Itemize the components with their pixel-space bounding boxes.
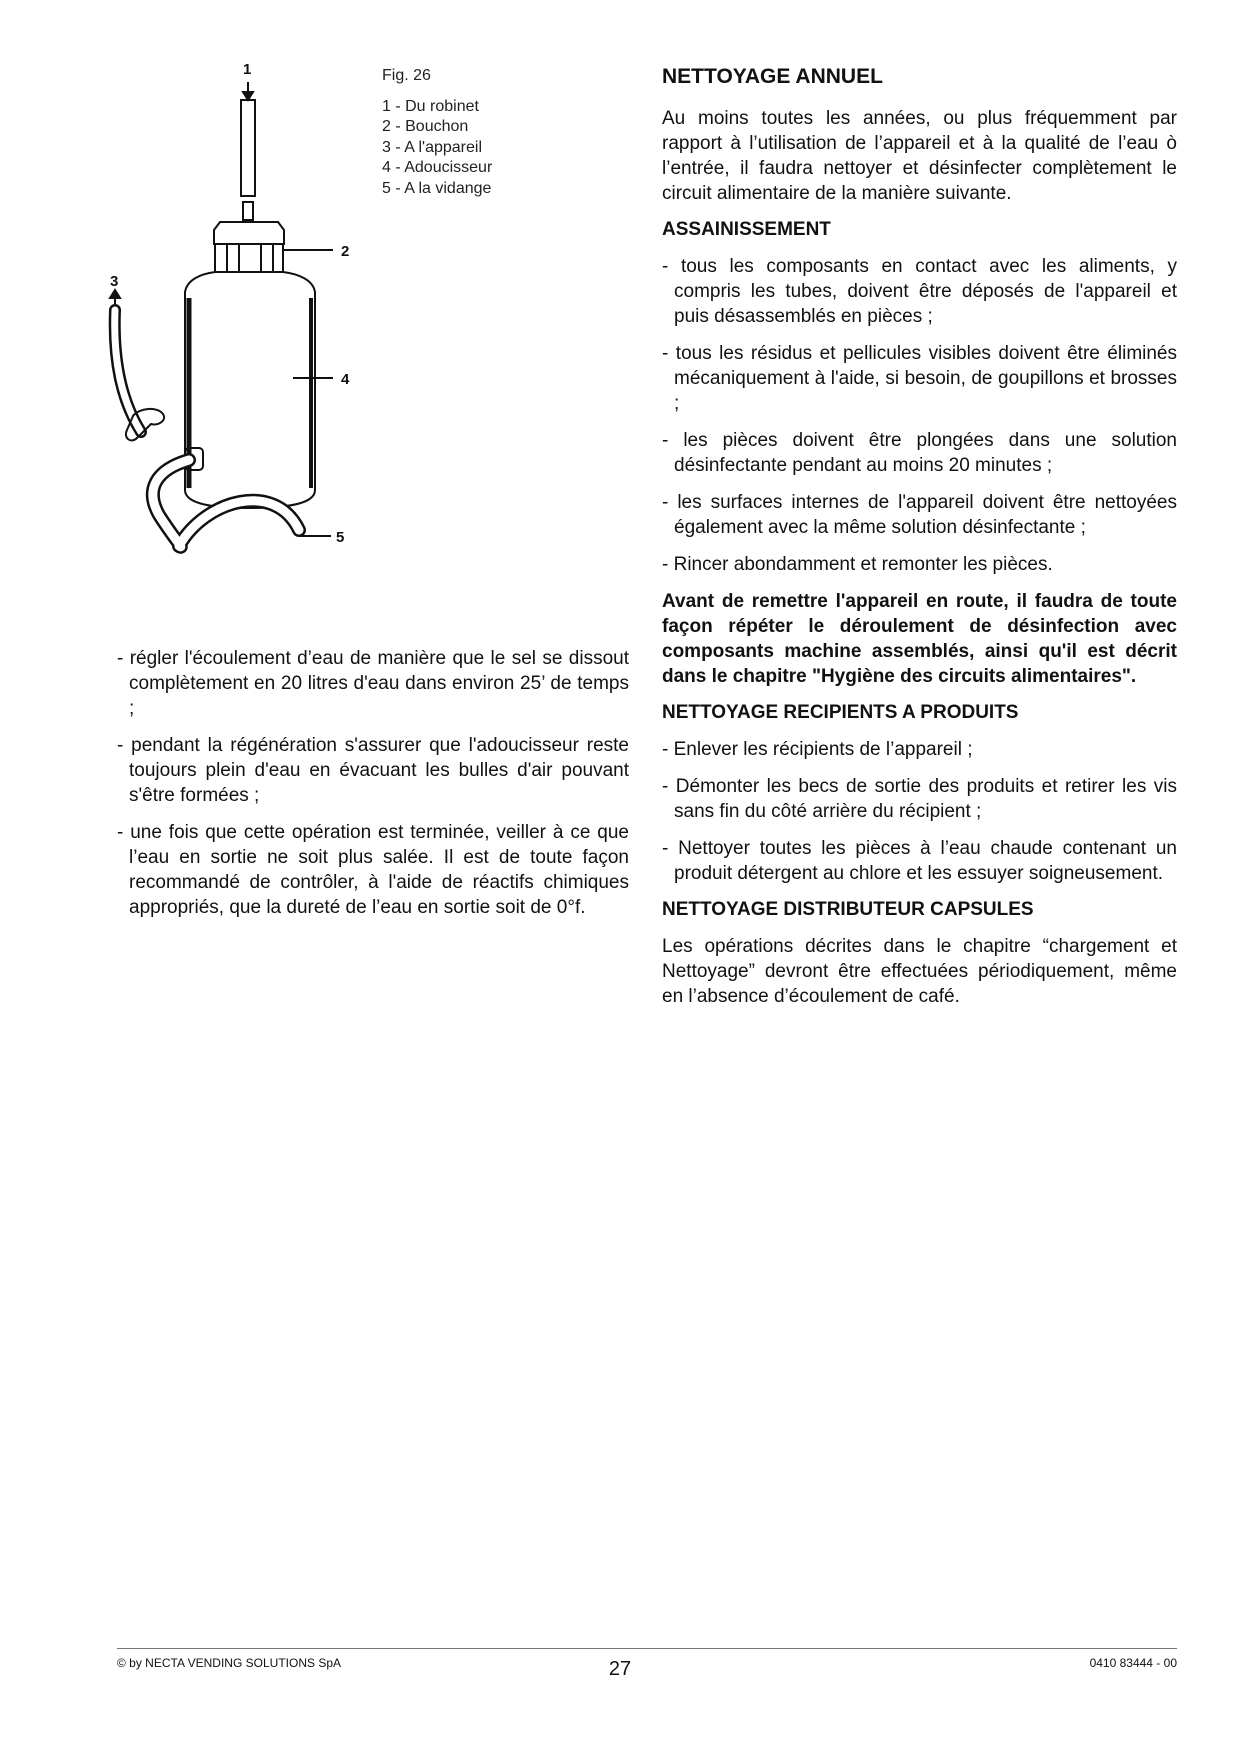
legend-item: 3 - A l'appareil [382, 138, 483, 156]
heading-containers: NETTOYAGE RECIPIENTS A PRODUITS [662, 702, 1019, 723]
page-number: 27 [608, 1658, 632, 1680]
softener-body [185, 272, 315, 508]
figure-legend [382, 66, 492, 199]
intro-paragraph: Au moins toutes les années, ou plus fréquemment par rapport à l’utilisation de l’appareil et à la qualité de l’eau ò l’entrée, il faudra nettoyer et désinfecter complètement le circuit alimentaire de la manière suivante. [662, 108, 1177, 204]
footer-divider [117, 1648, 1177, 1649]
inlet-pipe [241, 100, 255, 196]
capsules-paragraph: Les opérations décrites dans le chapitre “chargement et Nettoyage” devront être effectuées périodiquement, même en l’absence d’écoulement de café. [662, 936, 1177, 1007]
heading-annual-cleaning: NETTOYAGE ANNUEL [662, 65, 883, 88]
regeneration-step: - régler l'écoulement d’eau de manière que le sel se dissout complètement en 20 litres d'eau dans environ 25’ de temps ; [117, 648, 629, 719]
legend-item: 5 - A la vidange [382, 179, 492, 197]
sanitation-step: - Rincer abondamment et remonter les pièces. [662, 554, 1053, 575]
heading-capsules: NETTOYAGE DISTRIBUTEUR CAPSULES [662, 899, 1034, 920]
callout-3: 3 [110, 273, 119, 290]
callout-1: 1 [243, 61, 252, 78]
callout-4: 4 [341, 371, 350, 388]
callout-5: 5 [336, 529, 345, 546]
cap [214, 222, 284, 244]
sanitation-step: - les surfaces internes de l'appareil doivent être nettoyées également avec la même solution désinfectante ; [662, 492, 1177, 538]
footer-copyright: © by NECTA VENDING SOLUTIONS SpA [117, 1656, 342, 1670]
regeneration-step: - une fois que cette opération est terminée, veiller à ce que l’eau en sortie ne soit plus salée. Il est de toute façon recommandé de contrôler, à l'aide de réactifs chimiques appropriés, que la dureté de l’eau en sortie soit de 0°f. [117, 822, 629, 918]
regeneration-step: - pendant la régénération s'assurer que l'adoucisseur reste toujours plein d'eau en évacuant les bulles d'air pouvant s'être formées ; [117, 735, 629, 806]
figure-title: Fig. 26 [382, 67, 431, 84]
right-column [662, 64, 1177, 1021]
sanitation-step: - tous les résidus et pellicules visibles doivent être éliminés mécaniquement à l'aide, si besoin, de goupillons et brosses ; [662, 343, 1177, 414]
container-step: - Enlever les récipients de l’appareil ; [662, 739, 973, 760]
legend-item: 2 - Bouchon [382, 118, 469, 135]
callout-2: 2 [341, 243, 350, 260]
warning-paragraph: Avant de remettre l'appareil en route, il faudra de toute façon répéter le déroulement de désinfection avec composants machine assemblés, ainsi qu'il est décrit dans le chapitre "Hygiène des circuits alimentaires". [662, 591, 1177, 687]
container-step: - Nettoyer toutes les pièces à l’eau chaude contenant un produit détergent au chlore et les essuyer soigneusement. [662, 838, 1177, 884]
sanitation-step: - les pièces doivent être plongées dans une solution désinfectante pendant au moins 20 minutes ; [662, 430, 1177, 476]
sanitation-step: - tous les composants en contact avec les aliments, y compris les tubes, doivent être déposés de l'appareil et puis désassemblés en pièces ; [662, 256, 1177, 327]
legend-item: 1 - Du robinet [382, 97, 479, 115]
heading-sanitation: ASSAINISSEMENT [662, 219, 831, 240]
container-step: - Démonter les becs de sortie des produits et retirer les vis sans fin du côté arrière du récipient ; [662, 776, 1177, 822]
document-code: 0410 83444 - 00 [1089, 1656, 1177, 1670]
legend-item: 4 - Adoucisseur [382, 159, 493, 176]
left-column [117, 646, 629, 932]
